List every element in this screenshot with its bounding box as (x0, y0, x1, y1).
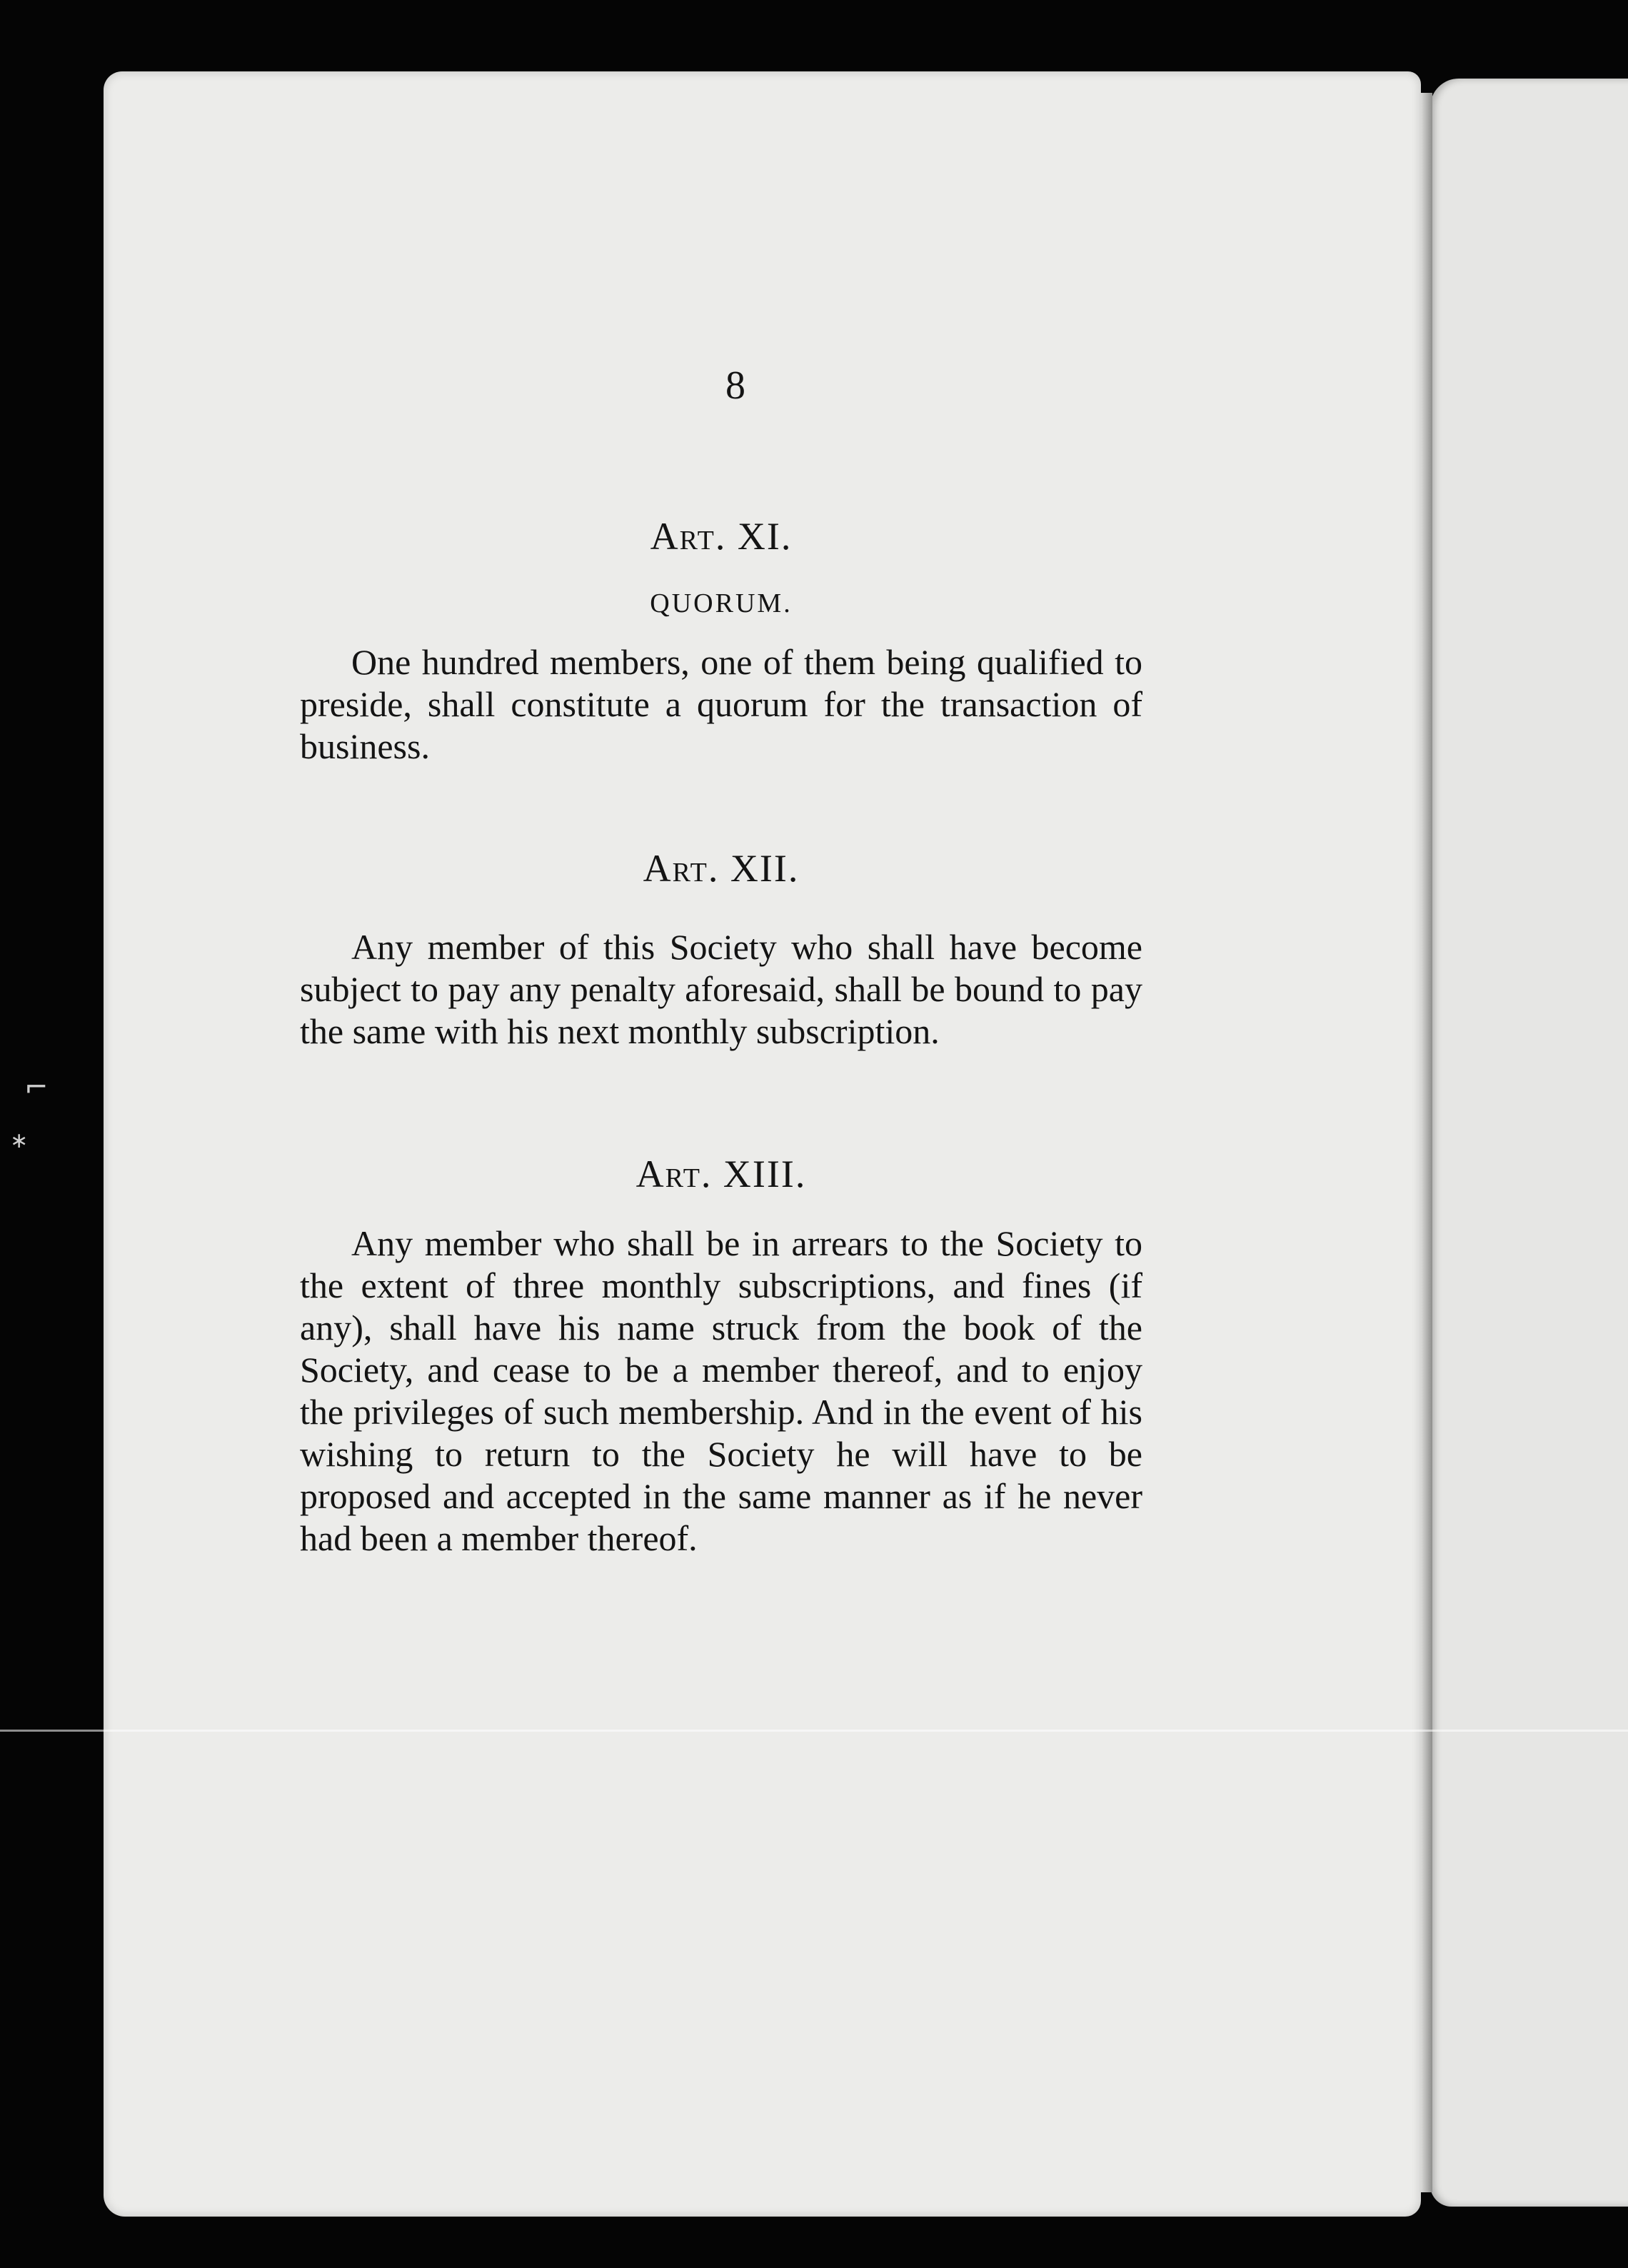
margin-mark: ⌐ (24, 1071, 49, 1104)
article-11-heading: Art. XI. (650, 515, 793, 558)
article-11-text: One hundred members, one of them being qualified to preside, shall constitute a quorum for the transaction of business. (300, 642, 1142, 766)
page-number: 8 (725, 363, 745, 408)
article-13-body (300, 1223, 1142, 1560)
article-12-heading: Art. XII. (643, 847, 800, 890)
article-12-body (300, 926, 1142, 1053)
article-12-text: Any member of this Society who shall have become subject to pay any penalty aforesaid, shall be bound to pay the same with his next monthly subscription. (300, 927, 1142, 1051)
article-11-body (300, 641, 1142, 768)
article-11-subheading: QUORUM. (650, 588, 793, 618)
scan-artifact-line (0, 1730, 1628, 1732)
margin-mark: ∗ (10, 1128, 29, 1153)
article-13-text: Any member who shall be in arrears to the Society to the extent of three monthly subscriptions, and fines (if any), shall have his name struck from the book of the Society, and cease to be a member thereof, and to enjoy the privileges of such membership. And in the event of his wishing to return to the Society he will have to be proposed and accepted in the same manner as if he never had been a member thereof. (300, 1223, 1142, 1558)
article-13-heading: Art. XIII. (635, 1153, 807, 1195)
